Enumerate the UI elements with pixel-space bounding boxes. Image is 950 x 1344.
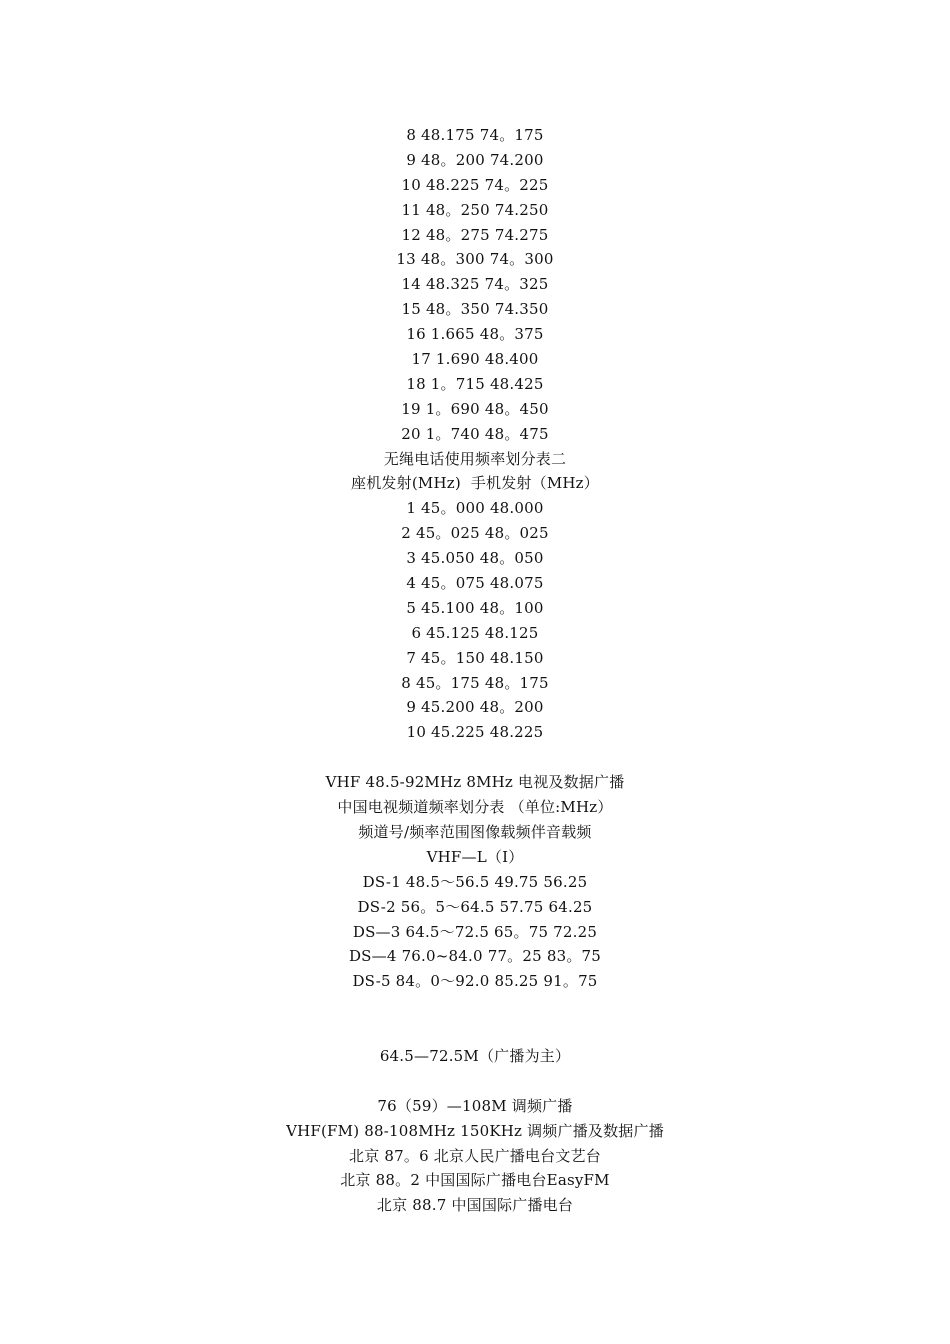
text-line: 20 1。740 48。475	[401, 424, 549, 443]
text-line: 12 48。275 74.275	[401, 225, 549, 244]
text-line: VHF—L（Ⅰ）	[426, 847, 524, 866]
text-line: 北京 88.7 中国国际广播电台	[376, 1196, 574, 1215]
text-line: 5 45.100 48。100	[406, 598, 544, 617]
column-header: 频道号/频率范围图像载频伴音载频	[358, 822, 592, 841]
section-title: 无绳电话使用频率划分表二	[383, 449, 567, 468]
document-page	[0, 123, 950, 1218]
blank-line	[0, 1019, 950, 1044]
text-line: 64.5—72.5M（广播为主）	[379, 1046, 571, 1065]
text-line: 7 45。150 48.150	[406, 648, 544, 667]
text-line: 17 1.690 48.400	[411, 350, 539, 369]
text-line: 11 48。250 74.250	[401, 200, 549, 219]
text-line: 3 45.050 48。050	[406, 549, 544, 568]
text-line: 北京 88。2 中国国际广播电台EasyFM	[340, 1171, 610, 1190]
text-line: 76（59）—108M 调频广播	[377, 1096, 573, 1115]
text-line: 9 45.200 48。200	[406, 698, 544, 717]
text-line: VHF(FM) 88-108MHz 150KHz 调频广播及数据广播	[286, 1121, 664, 1140]
text-line: 10 48.225 74。225	[401, 175, 549, 194]
blank-line	[0, 745, 950, 770]
text-line: 18 1。715 48.425	[406, 374, 544, 393]
text-line: DS-1 48.5～56.5 49.75 56.25	[362, 872, 588, 891]
section-title: 中国电视频道频率划分表 （单位:MHz）	[337, 798, 613, 817]
text-line: 1 45。000 48.000	[406, 499, 544, 518]
text-line: 8 48.175 74。175	[406, 126, 544, 144]
blank-line	[0, 994, 950, 1019]
text-line: 19 1。690 48。450	[401, 399, 549, 418]
text-line: DS—3 64.5～72.5 65。75 72.25	[352, 922, 598, 941]
column-header: 座机发射(MHz) 手机发射（MHz）	[351, 474, 599, 493]
text-line: DS—4 76.0~84.0 77。25 83。75	[348, 947, 602, 966]
text-line: 北京 87。6 北京人民广播电台文艺台	[349, 1146, 601, 1165]
text-line: 13 48。300 74。300	[396, 250, 554, 269]
text-line: DS-2 56。5～64.5 57.75 64.25	[357, 897, 593, 916]
text-line: 2 45。025 48。025	[401, 524, 549, 543]
text-line: 15 48。350 74.350	[401, 300, 549, 319]
text-line: 14 48.325 74。325	[401, 275, 549, 294]
text-line: 8 45。175 48。175	[401, 673, 549, 692]
text-line: 4 45。075 48.075	[406, 574, 544, 593]
text-line: VHF 48.5-92MHz 8MHz 电视及数据广播	[325, 773, 625, 792]
text-line: 6 45.125 48.125	[411, 623, 539, 642]
text-line: 10 45.225 48.225	[406, 723, 544, 742]
text-line: DS-5 84。0～92.0 85.25 91。75	[352, 972, 598, 991]
text-line: 16 1.665 48。375	[406, 325, 544, 344]
blank-line	[0, 1069, 950, 1094]
text-line: 9 48。200 74.200	[406, 150, 544, 169]
